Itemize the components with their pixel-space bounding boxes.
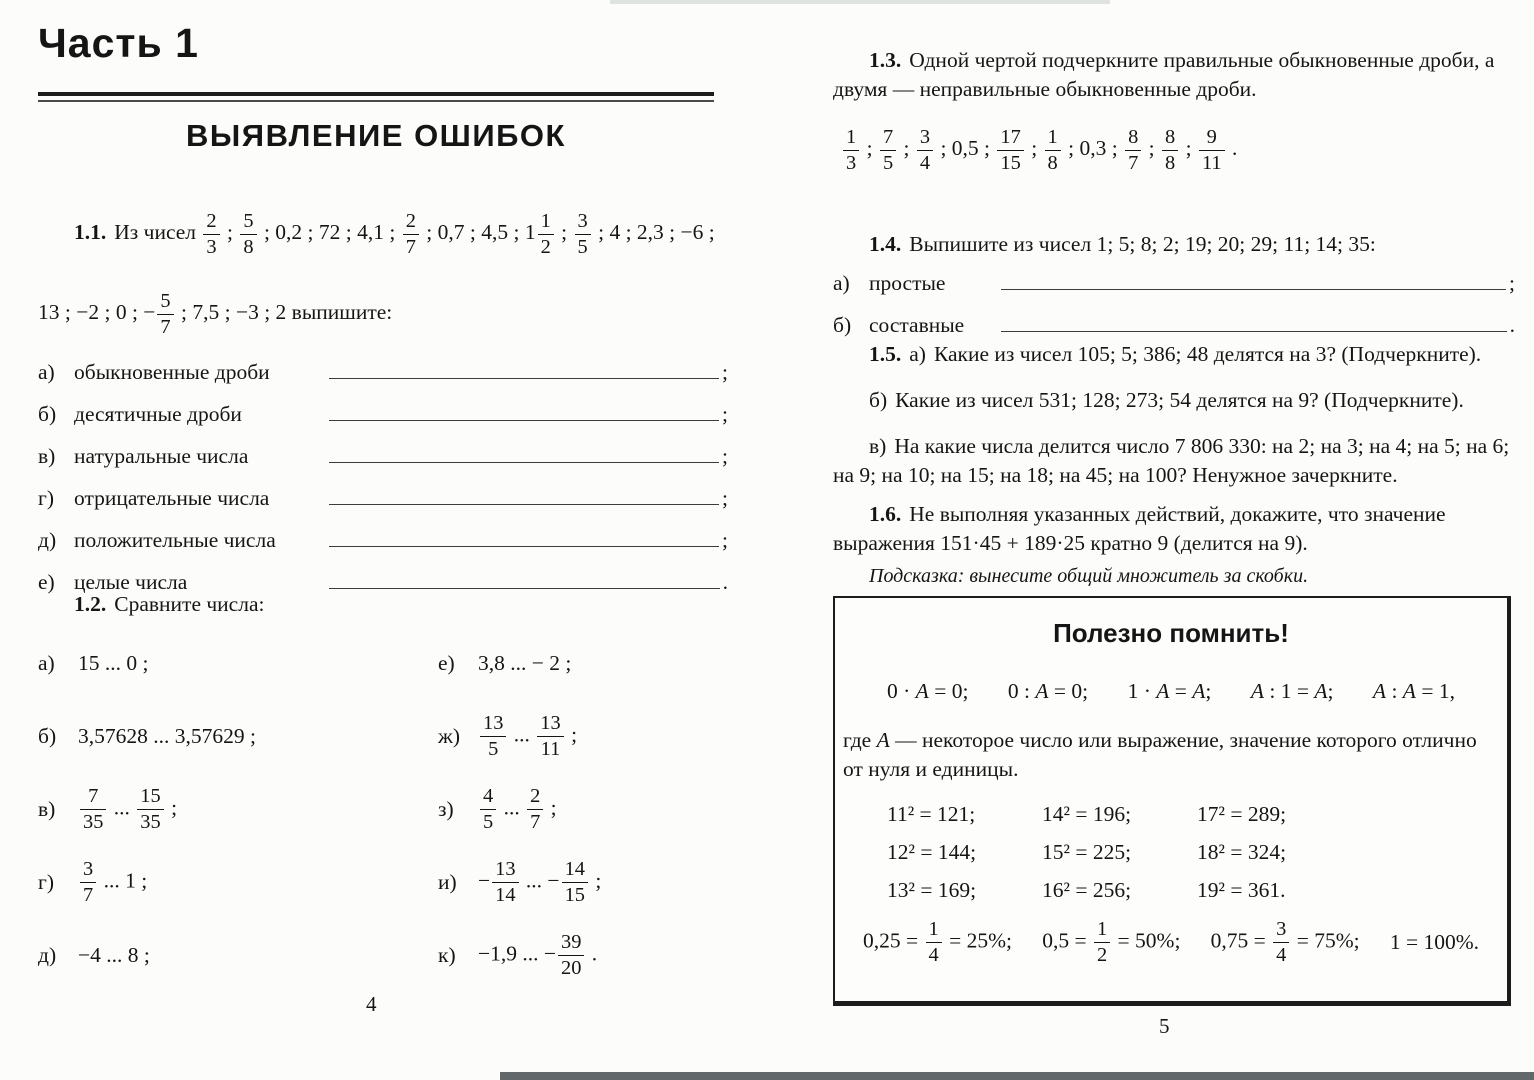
blank-line <box>329 588 720 589</box>
item-text: Какие из чисел 531; 128; 273; 54 делятся на 9? (Подчеркните). <box>895 388 1464 412</box>
exercise-number: 1.2. <box>74 592 107 616</box>
item-label: а) <box>38 651 55 675</box>
item-label: а) <box>909 342 926 366</box>
exercise-statement: Не выполняя указанных действий, докажите, что значение выражения 151·45 + 189·25 кратно 9 (делится на 9). <box>833 502 1446 555</box>
item-punctuation: ; <box>722 528 728 552</box>
item-label: а) <box>38 360 55 384</box>
exercise-statement: Одной чертой подчеркните правильные обыкновенные дроби, а двумя — неправильные обыкновенные дроби. <box>833 48 1495 101</box>
item-label: б) <box>869 388 888 412</box>
section-title: ВЫЯВЛЕНИЕ ОШИБОК <box>186 118 566 153</box>
compare-item-g <box>38 846 438 919</box>
blank-line <box>329 378 719 379</box>
exercise-number: 1.6. <box>869 502 902 526</box>
item-label: г) <box>38 486 54 510</box>
exercise-1-2-header <box>38 592 730 617</box>
percent-fact: 0,75 = $\frac{3}{4}$ = 75%; <box>1210 917 1360 966</box>
identity-item: A : A = 1, <box>1372 679 1455 703</box>
compare-expression: − $\frac{13}{14}$ ... − $\frac{14}{15}$ ; <box>478 858 602 906</box>
scan-artifact-top <box>610 0 1110 4</box>
percent-fact: 1 = 100%. <box>1389 929 1479 954</box>
compare-item-b <box>38 700 438 773</box>
item-text: простые <box>869 271 946 295</box>
compare-expression: −1,9 ... − $\frac{39}{20}$ . <box>478 931 598 979</box>
part-heading-rule <box>38 92 714 102</box>
workbook-page-right <box>767 0 1534 1080</box>
item-text: составные <box>869 313 965 337</box>
memo-box-title: Полезно помнить! <box>1053 618 1289 648</box>
exercise-1-1-line-2 <box>38 272 728 352</box>
item-punctuation: ; <box>722 402 728 426</box>
item-label: г) <box>38 870 54 894</box>
part-heading: Часть 1 <box>38 20 199 66</box>
item-punctuation: ; <box>722 360 728 384</box>
square-fact: 11² = 121; <box>887 802 976 826</box>
item-text: десятичные дроби <box>74 402 242 426</box>
memo-identities-row <box>835 679 1507 704</box>
blank-line <box>329 504 719 505</box>
page-number-left: 4 <box>366 992 377 1016</box>
square-fact: 15² = 225; <box>1042 840 1132 864</box>
item-label: в) <box>38 444 56 468</box>
item-text: натуральные числа <box>74 444 249 468</box>
exercise-number: 1.3. <box>869 48 902 72</box>
exercise-1-6 <box>833 500 1515 588</box>
exercise-1-4 <box>833 230 1515 355</box>
compare-item-v <box>38 773 438 846</box>
compare-item-k <box>438 919 730 992</box>
item-label: и) <box>438 870 457 894</box>
blank-line <box>1001 331 1507 332</box>
item-label: в) <box>869 434 887 458</box>
item-label: к) <box>438 943 456 967</box>
square-fact: 16² = 256; <box>1042 878 1132 902</box>
item-label: д) <box>38 943 57 967</box>
exercise-1-6-hint: Подсказка: вынесите общий множитель за скобки. <box>869 565 1309 587</box>
item-text: Какие из чисел 105; 5; 386; 48 делятся на 3? (Подчеркните). <box>933 342 1482 366</box>
item-punctuation: . <box>1509 313 1515 337</box>
blank-line <box>329 462 719 463</box>
memo-box <box>833 596 1511 1006</box>
item-text: На какие числа делится число 7 806 330: на 2; на 3; на 4; на 5; на 6; на 9; на 10; на 15; на 18; на 45; на 100? Ненужное зачеркните. <box>833 434 1510 487</box>
memo-note: где A — некоторое число или выражение, значение которого отлично от нуля и единицы. <box>843 728 1477 781</box>
exercise-1-3-text <box>833 46 1515 104</box>
exercise-1-5-item-b <box>833 386 1515 415</box>
compare-item-i <box>438 846 730 919</box>
exercise-1-1-line-1 <box>38 192 728 272</box>
compare-item-a <box>38 627 438 700</box>
compare-expression: 3,57628 ... 3,57629 ; <box>78 724 256 748</box>
square-fact: 12² = 144; <box>887 840 977 864</box>
square-fact: 14² = 196; <box>1042 802 1132 826</box>
square-fact: 13² = 169; <box>887 878 977 902</box>
exercise-number: 1.4. <box>869 232 902 256</box>
percent-fact: 0,25 = $\frac{1}{4}$ = 25%; <box>863 917 1012 966</box>
item-label: а) <box>833 271 850 295</box>
item-label: е) <box>38 570 55 594</box>
memo-percents-row <box>835 911 1507 973</box>
percent-fact: 0,5 = $\frac{1}{2}$ = 50%; <box>1042 917 1181 966</box>
compare-expression: 15 ... 0 ; <box>78 651 149 675</box>
exercise-1-1-numbers-continued: 13 ; −2 ; 0 ; − $\frac{5}{7}$ ; 7,5 ; −3 ; 2 выпишите: <box>38 289 393 338</box>
compare-column-right <box>438 627 730 992</box>
exercise-title: Сравните числа: <box>114 592 265 616</box>
item-text: обыкновенные дроби <box>74 360 270 384</box>
exercise-1-5-item-a <box>833 340 1515 369</box>
identity-item: A : 1 = A; <box>1250 679 1334 703</box>
exercise-1-1-answer-list <box>38 360 728 612</box>
item-punctuation: ; <box>722 444 728 468</box>
exercise-1-3 <box>833 46 1515 188</box>
exercise-1-2 <box>38 592 730 992</box>
item-punctuation: ; <box>1509 271 1515 295</box>
fill-item-a <box>38 360 728 402</box>
fill-item-d <box>38 528 728 570</box>
item-label: б) <box>38 724 57 748</box>
fill-item-a <box>833 271 1515 313</box>
item-label: ж) <box>438 724 461 748</box>
square-fact: 17² = 289; <box>1197 802 1287 826</box>
exercise-1-5 <box>833 340 1515 507</box>
exercise-number: 1.1. <box>74 220 107 244</box>
exercise-1-6-text <box>833 500 1515 558</box>
compare-item-z <box>438 773 730 846</box>
item-text: целые числа <box>74 570 188 594</box>
item-label: в) <box>38 797 56 821</box>
compare-columns <box>38 627 730 992</box>
item-label: д) <box>38 528 57 552</box>
fill-item-v <box>38 444 728 486</box>
item-text: отрицательные числа <box>74 486 270 510</box>
compare-expression: 3,8 ... − 2 ; <box>478 651 572 675</box>
compare-expression: $\frac{3}{7}$ ... 1 ; <box>78 858 147 907</box>
scan-artifact-bottom <box>500 1072 1534 1080</box>
page-number-right: 5 <box>1159 1014 1170 1038</box>
compare-expression: $\frac{7}{35}$ ... $\frac{15}{35}$ ; <box>78 785 177 834</box>
compare-item-d <box>38 919 438 992</box>
compare-item-zh <box>438 700 730 773</box>
item-punctuation: . <box>722 570 728 594</box>
fill-item-g <box>38 486 728 528</box>
compare-column-left <box>38 627 438 992</box>
exercise-1-4-text <box>833 230 1515 259</box>
blank-line <box>1001 289 1506 290</box>
memo-squares-table <box>887 802 1507 903</box>
compare-expression: −4 ... 8 ; <box>78 943 150 967</box>
item-label: з) <box>438 797 454 821</box>
compare-expression: $\frac{4}{5}$ ... $\frac{2}{7}$ ; <box>478 785 557 834</box>
exercise-1-3-fractions: $\frac{1}{3}$ ; $\frac{7}{5}$ ; $\frac{3}{4}$ ; 0,5 ; $\frac{17}{15}$ ; $\frac{1}{8}$ ; 0,3 ; $\frac{8}{7}$ ; $\frac{8}{8}$ ; $\frac{9}{11}$ . <box>833 108 1515 188</box>
fill-item-b <box>38 402 728 444</box>
square-fact: 18² = 324; <box>1197 840 1287 864</box>
compare-expression: $\frac{13}{5}$ ... $\frac{13}{11}$ ; <box>478 712 577 761</box>
item-label: б) <box>833 313 852 337</box>
blank-line <box>329 546 719 547</box>
item-label: е) <box>438 651 455 675</box>
exercise-1-1 <box>38 192 728 612</box>
compare-item-je <box>438 627 730 700</box>
identity-item: 0 : A = 0; <box>1007 679 1089 703</box>
blank-line <box>329 420 719 421</box>
exercise-number: 1.5. <box>869 342 902 366</box>
square-fact: 19² = 361. <box>1197 878 1286 902</box>
item-text: положительные числа <box>74 528 276 552</box>
exercise-statement: Выпишите из чисел 1; 5; 8; 2; 19; 20; 29; 11; 14; 35: <box>909 232 1376 256</box>
item-label: б) <box>38 402 57 426</box>
exercise-1-5-item-v <box>833 432 1515 490</box>
exercise-1-1-numbers: Из чисел $\frac{2}{3}$ ; $\frac{5}{8}$ ; 0,2 ; 72 ; 4,1 ; $\frac{2}{7}$ ; 0,7 ; 4,5 ; 1 $\frac{1}{2}$ ; $\frac{3}{5}$ ; 4 ; 2,3 ; −6 ; <box>114 209 715 258</box>
identity-item: 1 · A = A; <box>1127 679 1212 703</box>
item-punctuation: ; <box>722 486 728 510</box>
identity-item: 0 · A = 0; <box>887 679 969 703</box>
